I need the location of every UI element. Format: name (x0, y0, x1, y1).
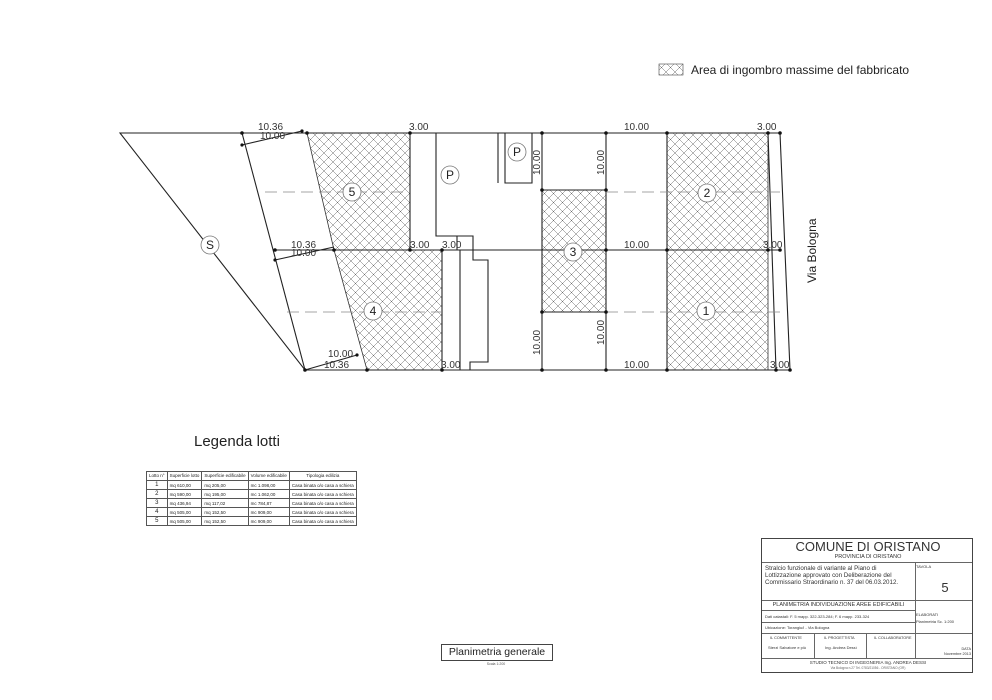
parking-label-2: P (512, 145, 522, 159)
titleblock-provincia: PROVINCIA DI ORISTANO (834, 554, 902, 560)
table-header: Superficie lotto (167, 472, 202, 481)
road-label: Via Bologna (805, 218, 819, 283)
titleblock-comune: COMUNE DI ORISTANO (795, 539, 941, 554)
svg-text:3.00: 3.00 (409, 122, 429, 133)
svg-text:10.00: 10.00 (328, 349, 354, 360)
parking-label-1: P (445, 168, 455, 182)
svg-text:10.00: 10.00 (291, 248, 317, 259)
svg-text:3.00: 3.00 (410, 240, 430, 251)
table-row: 5 mq 505,00 mq 152,50 mc 909,00 Casa binata o/o casa a schiera (147, 517, 357, 526)
svg-text:10.00: 10.00 (624, 122, 650, 133)
svg-text:10.00: 10.00 (260, 131, 286, 142)
titleblock-committente-label: IL COMMITTENTE (770, 636, 802, 640)
legend-title: Legenda lotti (194, 433, 280, 450)
table-row: 1 mq 610,00 mq 205,00 mc 1.098,00 Casa binata o/o casa a schiera (147, 481, 357, 490)
svg-text:3.00: 3.00 (442, 240, 462, 251)
titleblock-committente: Sterzi Salvatore e più (768, 645, 807, 650)
titleblock-collaboratore-label: IL COLLABORATORE (874, 636, 912, 640)
drawing-caption: Planimetria generale (441, 644, 553, 661)
lot-label-4: 4 (369, 304, 377, 318)
titleblock-tavola-number: 5 (941, 580, 949, 595)
svg-text:3.00: 3.00 (763, 240, 783, 251)
titleblock-tavola-label: TAVOLA (916, 564, 932, 569)
lot-label-2: 2 (703, 186, 711, 200)
titleblock-progettista: Ing. Andrea Dessì (825, 645, 857, 650)
svg-text:3.00: 3.00 (770, 360, 790, 371)
caption-scale: Scala 1:200 (486, 662, 506, 666)
lot-label-1: 1 (702, 304, 710, 318)
svg-text:10.36: 10.36 (258, 122, 284, 133)
titleblock-data (916, 647, 974, 657)
table-header: Volume edificabile (248, 472, 289, 481)
svg-text:10.00: 10.00 (596, 319, 607, 345)
svg-text:10.00: 10.00 (624, 360, 650, 371)
titleblock-progettista-label: IL PROGETTISTA (824, 636, 855, 640)
table-header: Lotto n° (147, 472, 168, 481)
lot-label-5: 5 (348, 185, 356, 199)
lot-label-3: 3 (569, 245, 577, 259)
svg-text:3.00: 3.00 (441, 360, 461, 371)
titleblock-data-label: DATA (961, 647, 971, 651)
titleblock-description: Stralcio funzionale di variante al Piano di Lottizzazione approvato con Deliberazione del Commissario Straordinario n. 37 del 06.03.2012. (765, 565, 899, 586)
area-lot-1 (667, 250, 768, 370)
svg-text:10.00: 10.00 (532, 329, 543, 355)
svg-text:10.00: 10.00 (532, 149, 543, 175)
area-lot-2 (667, 133, 768, 250)
table-header: Superficie edificabile (202, 472, 248, 481)
lot-label-s: S (205, 238, 215, 252)
lots-table (146, 471, 357, 526)
titleblock-catasto: Dati catastali: F. 5 mapp. 322-323-284; F. 6 mapp. 233-324 (765, 614, 870, 619)
svg-text:10.00: 10.00 (624, 240, 650, 251)
titleblock-address: Via Bologna n.27 Tel. 0783/21056 - ORISTANO (OR) (830, 666, 906, 670)
titleblock-plan-title: PLANIMETRIA INDIVIDUAZIONE AREE EDIFICABILI (772, 602, 905, 608)
svg-text:10.36: 10.36 (291, 240, 317, 251)
table-row: 3 mq 436,94 mq 117,02 mc 784,87 Casa binata o/o casa a schiera (147, 499, 357, 508)
hatch-legend-label: Area di ingombro massime del fabbricato (691, 63, 910, 77)
hatch-legend-swatch (659, 64, 683, 75)
titleblock-elaborati-label: ELABORATI (916, 612, 939, 617)
table-header: Tipologia edilizia (289, 472, 356, 481)
table-row: 2 mq 590,00 mq 195,00 mc 1.062,00 Casa binata o/o casa a schiera (147, 490, 357, 499)
titleblock-data-value: Novembre 2013 (943, 652, 971, 656)
titleblock-studio: STUDIO TECNICO DI INGEGNERIA Ing. ANDREA DESSI (809, 660, 927, 665)
table-header-row (147, 472, 357, 481)
lot-labels (201, 143, 716, 320)
svg-text:3.00: 3.00 (757, 122, 777, 133)
svg-text:10.00: 10.00 (596, 149, 607, 175)
table-row: 4 mq 505,00 mq 152,50 mc 909,00 Casa binata o/o casa a schiera (147, 508, 357, 517)
titleblock-elaborati: Planimetria Sc. 1:200 (916, 619, 955, 624)
title-block (761, 538, 973, 673)
svg-text:10.36: 10.36 (324, 360, 350, 371)
titleblock-ubicazione: Ubicazione: Torangiu/i - Via Bologna (765, 625, 830, 630)
